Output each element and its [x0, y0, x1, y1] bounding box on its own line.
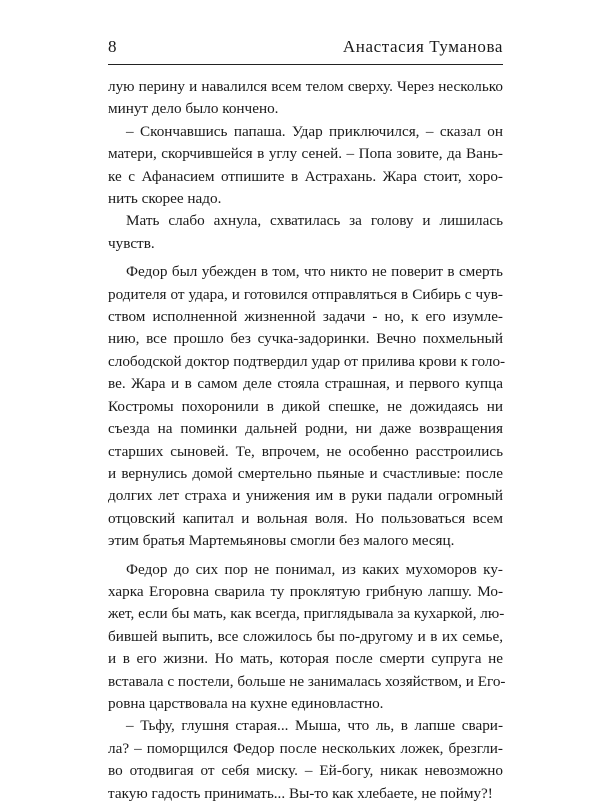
text-line: нить скорее надо.	[108, 190, 222, 208]
header-rule	[108, 64, 503, 65]
text-line: вставала с постели, больше не занималась хозяйством, и Его-	[108, 672, 506, 690]
text-line: съезда на поминки дальней родни, ни даже возвращения	[108, 420, 503, 438]
text-line: родителя от удара, и готовился отправляться в Сибирь с чув-	[108, 285, 503, 303]
text-line: – Тьфу, глушня старая... Мыша, что ль, в лапше свари-	[126, 717, 503, 735]
text-line: Федор до сих пор не понимал, из каких мухоморов ку-	[126, 560, 503, 578]
text-line: ве. Жара и в самом деле стояла страшная, и первого купца	[108, 375, 503, 393]
text-line: такую гадость принимать... Вы-то как хлебаете, не пойму?!	[108, 784, 493, 802]
text-line: лую перину и навалился всем телом сверху. Через несколько	[108, 78, 503, 95]
text-line: – Скончавшись папаша. Удар приключился, – сказал он	[126, 122, 503, 140]
text-line: отцовский капитал и вольная воля. Но пользоваться всем	[108, 509, 503, 527]
text-line: и в его жизни. Но мать, которая после смерти супруга не	[108, 650, 503, 668]
text-line: матери, скорчившейся в углу сеней. – Попа зовите, да Вань-	[108, 145, 503, 163]
text-line: чувств.	[108, 234, 155, 252]
page-header	[108, 24, 503, 64]
text-line: ством исполненной жизненной задачи - но, к его изумле-	[108, 308, 503, 326]
body-text	[108, 76, 506, 805]
text-line: минут дело было кончено.	[108, 100, 279, 118]
text-line: ке с Афанасием отпишите в Астрахань. Жара стоит, хоро-	[108, 167, 503, 185]
text-line: и вернулись домой смертельно пьяные и счастливые: после	[108, 464, 503, 482]
page-number: 8	[108, 37, 117, 56]
text-line: долгих лет страха и унижения им в руки падали огромный	[108, 487, 503, 505]
text-line: бившей выпить, все сложилось бы по-другому и в их семье,	[108, 627, 503, 645]
text-line: жет, если бы мать, как всегда, приглядывала за кухаркой, лю-	[108, 605, 505, 623]
text-line: старших сыновей. Те, впрочем, не особенно расстроились	[108, 442, 503, 460]
text-line: ровна царствовала на кухне единовластно.	[108, 694, 384, 712]
text-line: нию, все прошло без сучка-задоринки. Вечно похмельный	[108, 330, 503, 348]
text-line: Мать слабо ахнула, схватилась за голову и лишилась	[126, 212, 503, 230]
text-line: ла? – поморщился Федор после нескольких ложек, брезгли-	[108, 739, 503, 757]
text-line: во отодвигая от себя миску. – Ей-богу, никак невозможно	[108, 762, 503, 780]
running-head: Анастасия Туманова	[342, 37, 503, 56]
text-line: харка Егоровна сварила ту проклятую грибную лапшу. Мо-	[108, 582, 503, 600]
text-line: Костромы похоронили в дикой спешке, не дожидаясь ни	[108, 397, 503, 415]
text-line: Федор был убежден в том, что никто не поверит в смерть	[126, 263, 503, 281]
text-line: этим братья Мартемьяновы смогли без малого месяц.	[108, 532, 455, 550]
text-line: слободской доктор подтвердил удар от прилива крови к голо-	[108, 352, 506, 370]
